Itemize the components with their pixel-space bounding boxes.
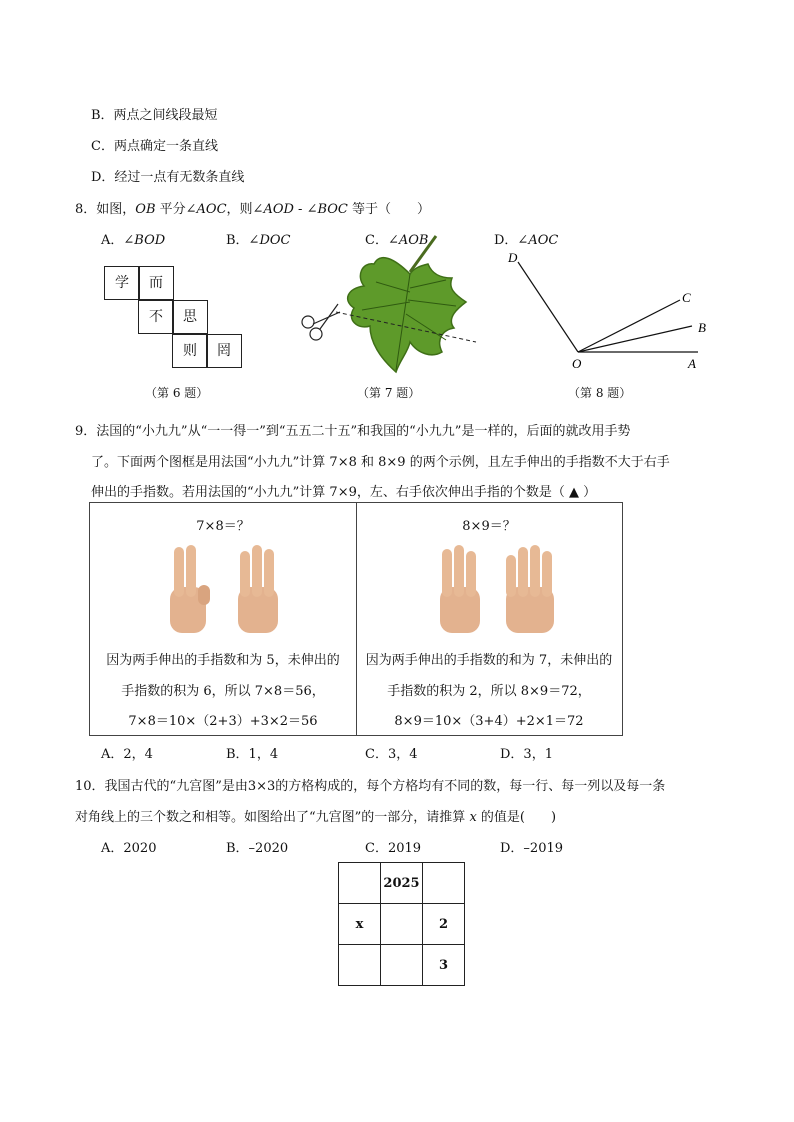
grid-cell — [381, 945, 423, 986]
q8-suffix: 等于（ ） — [347, 202, 431, 217]
q10-option-a: A．2020 — [101, 841, 157, 856]
label-a: A — [688, 356, 696, 371]
q8-then: ，则∠ — [226, 202, 264, 217]
net-cell: 则 — [172, 334, 208, 368]
nine-palace-grid — [338, 862, 465, 986]
label-b: B — [698, 320, 706, 335]
explanation-line-1: 因为两手伸出的手指数和为 5，未伸出的 — [106, 653, 340, 668]
grid-cell — [339, 945, 381, 986]
q8-aoc: AOC — [196, 202, 227, 217]
q8-boc: BOC — [317, 202, 348, 217]
option-b-prev: B．两点之间线段最短 — [91, 108, 218, 123]
grid-row — [339, 863, 465, 904]
grid-cell — [423, 863, 465, 904]
q10-option-d: D．–2019 — [500, 841, 564, 856]
left-hand-two-fingers-icon — [162, 543, 214, 635]
q8-option-a: A．∠BOD — [101, 233, 166, 248]
q8-prefix: 8．如图， — [75, 202, 136, 217]
grid-cell: x — [339, 904, 381, 945]
explanation-line-1: 因为两手伸出的手指数的和为 7，未伸出的 — [365, 653, 613, 668]
net-cell: 罔 — [206, 334, 242, 368]
q8-mid: 平分∠ — [155, 202, 197, 217]
net-cell: 学 — [104, 266, 140, 300]
ray-od — [518, 262, 578, 352]
left-hand-three-fingers-icon — [432, 543, 488, 635]
net-cell: 不 — [138, 300, 174, 334]
scissors-icon — [302, 304, 340, 340]
example-title: 7×8＝？ — [196, 519, 250, 534]
ray-ob — [578, 326, 692, 352]
option-d-prev: D．经过一点有无数条直线 — [91, 170, 245, 185]
grid-row — [339, 904, 465, 945]
question-9-line-1: 9．法国的“小九九”从“一一得一”到“五五二十五”和我国的“小九九”是一样的，后面的就改用手势 — [75, 424, 631, 439]
net-cell: 而 — [138, 266, 174, 300]
hand-gesture-examples — [89, 502, 623, 736]
grid-cell: 3 — [423, 945, 465, 986]
q9-option-a: A．2，4 — [101, 747, 153, 762]
question-8-stem — [75, 198, 430, 217]
option-c-prev: C．两点确定一条直线 — [91, 139, 218, 154]
figure-7-leaf-illustration — [296, 232, 486, 377]
label-d: D — [508, 250, 518, 265]
ray-oc — [578, 300, 680, 352]
q8-option-d: D．∠AOC — [494, 233, 559, 248]
grid-cell: 2 — [423, 904, 465, 945]
q8-option-b: B．∠DOC — [226, 233, 291, 248]
example-8x9 — [356, 503, 622, 735]
q9-option-d: D．3，1 — [500, 747, 553, 762]
label-c: C — [682, 290, 691, 305]
explanation-line-2: 手指数的积为 2，所以 8×9＝72， — [387, 684, 591, 699]
figure-7-caption: （第 7 题） — [357, 386, 421, 400]
q8-option-c: C．∠AOB — [365, 233, 429, 248]
q9-option-c: C．3，4 — [365, 747, 418, 762]
q8-aod: AOD — [263, 202, 294, 217]
figure-8-caption: （第 8 题） — [568, 386, 632, 400]
right-hand-four-fingers-icon — [500, 543, 560, 635]
question-10-line-1: 10．我国古代的“九宫图”是由3×3的方格构成的，每个方格均有不同的数，每一行、每一列以及每一条 — [75, 779, 666, 794]
right-hand-three-fingers-icon — [230, 543, 286, 635]
explanation-line-3: 8×9＝10×（3+4）+2×1＝72 — [394, 714, 584, 729]
figure-8-angle-diagram — [500, 246, 710, 376]
q10-option-b: B．–2020 — [226, 841, 289, 856]
q10-option-c: C．2019 — [365, 841, 422, 856]
explanation-line-3: 7×8＝10×（2+3）+3×2＝56 — [128, 714, 318, 729]
net-cell: 思 — [172, 300, 208, 334]
grid-cell — [339, 863, 381, 904]
question-9-line-2: 了。下面两个图框是用法国“小九九”计算 7×8 和 8×9 的两个示例，且左手伸出的手指数不大于右手 — [91, 455, 670, 470]
example-title: 8×9＝？ — [462, 519, 516, 534]
grid-cell — [381, 904, 423, 945]
q8-minus: - ∠ — [293, 202, 318, 217]
label-o: O — [572, 356, 582, 371]
question-10-line-2: 对角线上的三个数之和相等。如图给出了“九宫图”的一部分，请推算 x 的值是( ) — [75, 810, 557, 825]
figure-6-caption: （第 6 题） — [145, 386, 209, 400]
question-9-line-3: 伸出的手指数。若用法国的“小九九”计算 7×9，左、右手依次伸出手指的个数是（ ▲ ） — [91, 485, 597, 500]
q9-option-b: B．1，4 — [226, 747, 279, 762]
grid-cell: 2025 — [381, 863, 423, 904]
q8-ob: OB — [135, 202, 156, 217]
explanation-line-2: 手指数的积为 6，所以 7×8＝56， — [121, 684, 325, 699]
grid-row — [339, 945, 465, 986]
example-7x8 — [90, 503, 357, 735]
